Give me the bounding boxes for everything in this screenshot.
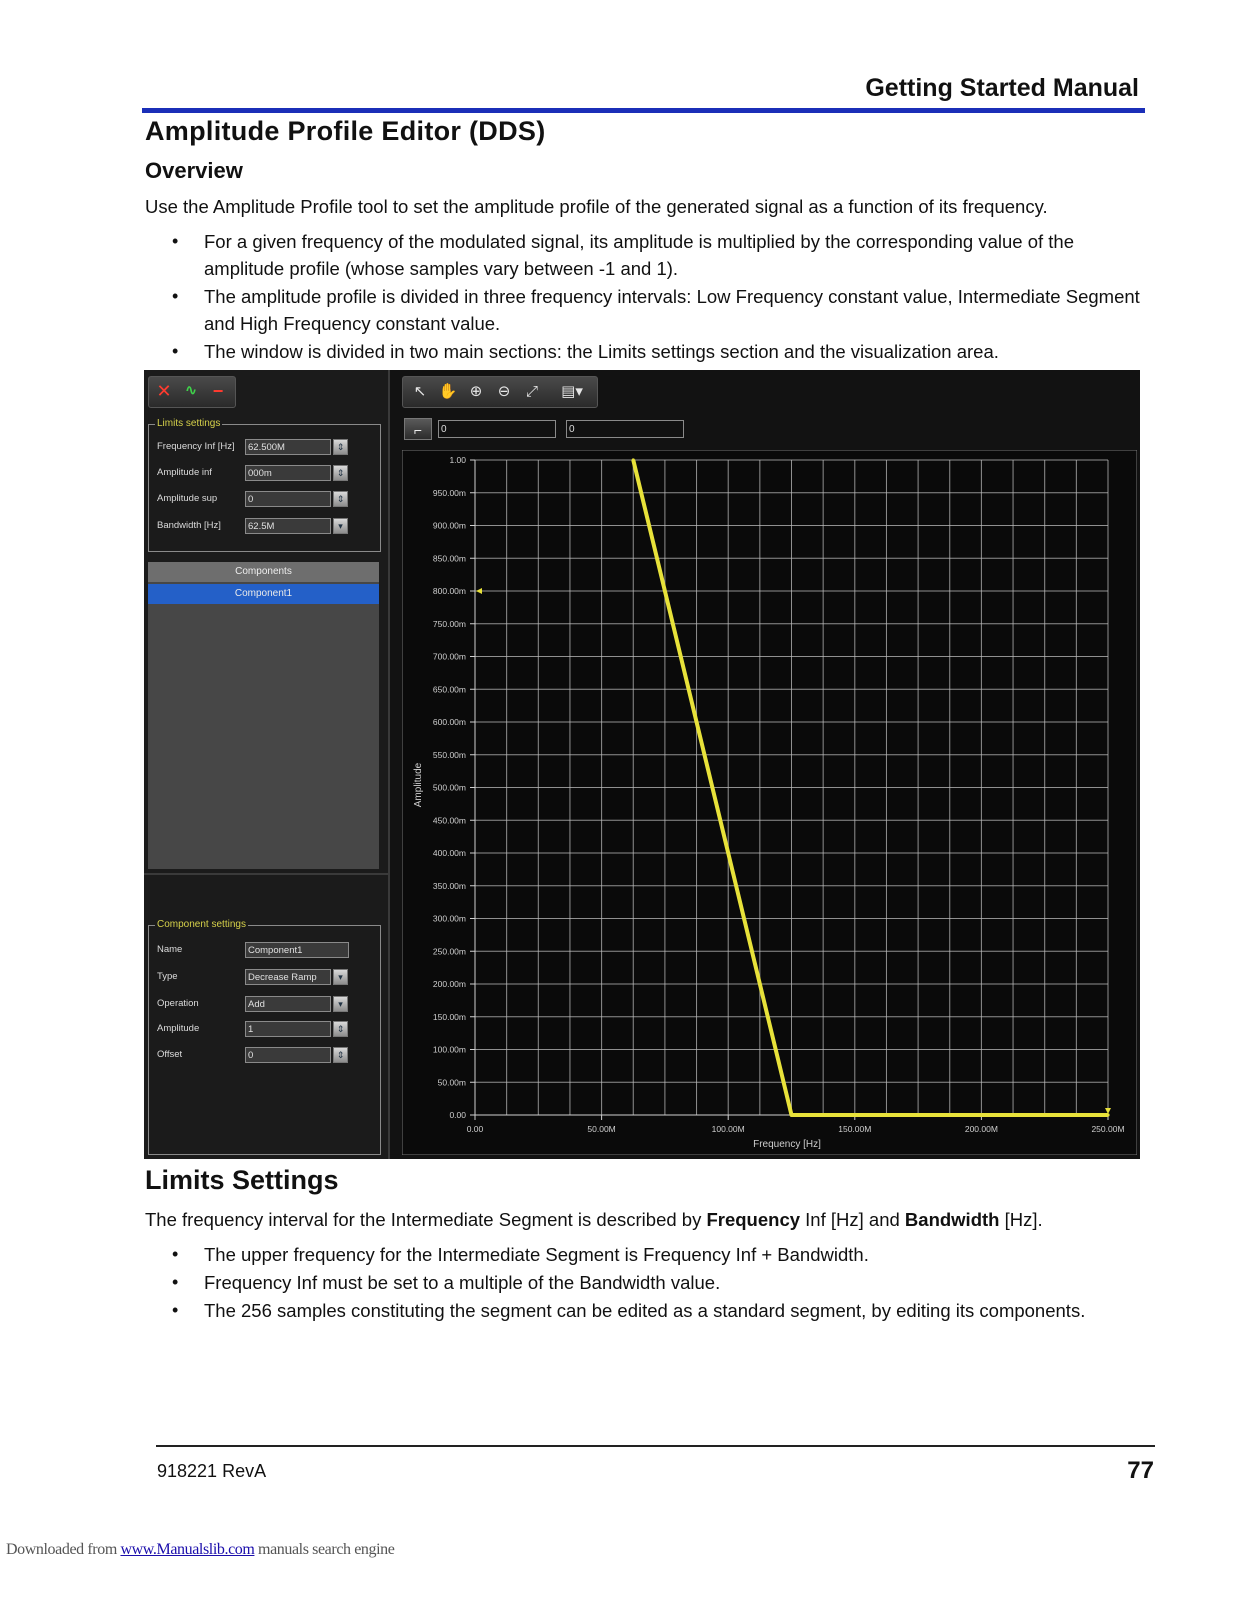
field-label: Frequency Inf [Hz] [157, 441, 235, 452]
spin-icon[interactable]: ⇕ [333, 439, 348, 455]
y-tick-label: 500.00m [432, 782, 466, 793]
data-point [790, 1113, 793, 1116]
y-tick-label: 650.00m [432, 684, 466, 695]
text-run-bold: Frequency [706, 1209, 801, 1230]
x-tick-label: 0.00 [466, 1124, 484, 1134]
y-tick-label: 550.00m [432, 749, 466, 760]
y-axis-label: Amplitude [413, 762, 424, 808]
overview-bullet: • For a given frequency of the modulated signal, its amplitude is multiplied by the corresponding value of the amplitude profile (whose samples vary between -1 and 1). [172, 228, 1147, 282]
overview-bullets [172, 228, 1147, 366]
y-tick-label: 150.00m [432, 1011, 466, 1022]
limits-bullet: • The 256 samples constituting the segment can be edited as a standard segment, by editing its components. [172, 1297, 1147, 1324]
spin-icon[interactable]: ⇕ [333, 1047, 348, 1063]
amplitude-input[interactable]: 1 [245, 1021, 331, 1037]
header-rule [142, 108, 1145, 113]
list-item-component[interactable]: Component1 [148, 584, 379, 604]
chart-options-icon[interactable]: ▤▾ [561, 383, 583, 400]
visualization-area [390, 370, 1140, 1159]
amplitude-inf-row [157, 465, 352, 483]
field-label: Name [157, 944, 183, 955]
component-settings-legend: Component settings [157, 919, 246, 930]
y-tick-label: 0.00 [449, 1110, 466, 1120]
offset-row [157, 1047, 352, 1065]
y-tick-label: 400.00m [432, 848, 466, 858]
text-run-bold: Bandwidth [904, 1209, 1000, 1230]
overview-heading: Overview [145, 158, 243, 183]
y-tick-label: 800.00m [432, 586, 466, 596]
manualslib-link[interactable]: www.Manualslib.com [120, 1541, 255, 1558]
field-label: Operation [157, 998, 199, 1009]
text-run: Inf [Hz] and [800, 1209, 905, 1230]
spin-icon[interactable]: ⇕ [333, 491, 348, 507]
cursor-mode-button[interactable]: ⌐ [404, 418, 432, 440]
add-wave-icon[interactable]: ∿ [184, 382, 198, 399]
overview-bullet: • The window is divided in two main sections: the Limits settings section and the visualization area. [172, 338, 1147, 365]
amplitude-sup-input[interactable]: 0 [245, 491, 331, 507]
y-tick-label: 350.00m [432, 880, 466, 891]
x-tick-label: 200.00M [964, 1124, 998, 1134]
limits-settings-heading: Limits Settings [145, 1165, 339, 1195]
field-label: Type [157, 971, 178, 982]
amplitude-profile-chart[interactable] [402, 450, 1137, 1155]
limits-panel [144, 370, 390, 1159]
chevron-down-icon[interactable]: ▾ [333, 518, 348, 534]
amplitude-sup-row [157, 491, 352, 509]
spin-icon[interactable]: ⇕ [333, 1021, 348, 1037]
text-run: The frequency interval for the Intermediate Segment is described by [145, 1209, 707, 1230]
bandwidth-select[interactable]: 62.5M [245, 518, 331, 534]
panel-divider [144, 873, 388, 875]
component-settings-group [148, 919, 381, 1155]
y-tick-label: 600.00m [432, 717, 466, 727]
footer-rule [156, 1445, 1155, 1447]
zoom-in-icon[interactable]: ⊕ [469, 383, 483, 400]
x-tick-label: 150.00M [838, 1124, 872, 1134]
cursor-y-input[interactable]: 0 [566, 420, 684, 438]
y-tick-label: 700.00m [432, 651, 466, 662]
download-prefix: Downloaded from [6, 1541, 121, 1558]
limits-bullet: • The upper frequency for the Intermediate Segment is Frequency Inf + Bandwidth. [172, 1241, 1147, 1268]
y-tick-label: 950.00m [432, 487, 466, 498]
page-number: 77 [1127, 1457, 1154, 1484]
bandwidth-row [157, 518, 352, 536]
frequency-inf-row [157, 439, 352, 457]
grid [475, 460, 1108, 1115]
text-run: [Hz]. [999, 1209, 1043, 1230]
header-title: Getting Started Manual [865, 74, 1139, 102]
y-tick-label: 750.00m [432, 618, 466, 629]
x-tick-label: 100.00M [711, 1124, 745, 1134]
chevron-down-icon[interactable]: ▾ [333, 969, 348, 985]
name-input[interactable]: Component1 [245, 942, 349, 958]
name-row [157, 942, 352, 960]
y-tick-label: 850.00m [432, 553, 466, 564]
zoom-fit-icon[interactable]: ⤢ [525, 383, 538, 400]
close-icon[interactable]: ✕ [156, 381, 172, 401]
overview-intro: Use the Amplitude Profile tool to set the amplitude profile of the generated signal as a function of its frequency. [145, 196, 1048, 217]
page-title: Amplitude Profile Editor (DDS) [145, 116, 546, 146]
amplitude-row [157, 1021, 352, 1039]
download-note [6, 1541, 394, 1559]
download-suffix: manuals search engine [254, 1541, 395, 1558]
x-axis-label: Frequency [Hz] [753, 1139, 821, 1150]
field-label: Bandwidth [Hz] [157, 520, 221, 531]
components-list [148, 562, 379, 869]
zoom-out-icon[interactable]: ⊖ [497, 383, 511, 400]
amplitude-inf-input[interactable]: 000m [245, 465, 331, 481]
field-label: Amplitude inf [157, 467, 212, 478]
pointer-icon[interactable]: ↖ [413, 383, 427, 400]
remove-icon[interactable]: − [212, 381, 224, 401]
spin-icon[interactable]: ⇕ [333, 465, 348, 481]
operation-row [157, 996, 352, 1014]
y-tick-label: 900.00m [432, 520, 466, 531]
components-header: Components [148, 562, 379, 582]
segment-toolbar [148, 376, 236, 408]
limits-bullets [172, 1241, 1147, 1325]
frequency-inf-input[interactable]: 62.500M [245, 439, 331, 455]
field-label: Offset [157, 1049, 183, 1060]
overview-bullet: • The amplitude profile is divided in three frequency intervals: Low Frequency constant value, Intermediate Segment and High Frequency constant value. [172, 283, 1147, 337]
limits-intro [145, 1206, 1145, 1233]
limits-settings-legend: Limits settings [157, 418, 221, 429]
y-tick-label: 1.00 [449, 455, 466, 465]
y-tick-label: 200.00m [432, 979, 466, 989]
type-select[interactable]: Decrease Ramp [245, 969, 331, 985]
field-label: Amplitude sup [157, 493, 218, 504]
plot-toolbar [402, 376, 598, 408]
limits-bullet: • Frequency Inf must be set to a multiple of the Bandwidth value. [172, 1269, 1147, 1296]
operation-select[interactable]: Add [245, 996, 331, 1012]
doc-id: 918221 RevA [157, 1461, 267, 1481]
y-tick-label: 100.00m [432, 1044, 466, 1055]
data-point [632, 458, 635, 461]
pan-icon[interactable]: ✋ [438, 383, 458, 400]
y-tick-label: 450.00m [432, 815, 466, 826]
limits-settings-group [148, 418, 381, 552]
x-tick-label: 50.00M [587, 1124, 616, 1134]
field-label: Amplitude [157, 1023, 200, 1034]
cursor-x-input[interactable]: 0 [438, 420, 556, 438]
offset-input[interactable]: 0 [245, 1047, 331, 1063]
chevron-down-icon[interactable]: ▾ [333, 996, 348, 1012]
y-tick-label: 50.00m [437, 1077, 466, 1088]
y-tick-label: 250.00m [432, 946, 466, 957]
x-tick-label: 250.00M [1091, 1124, 1125, 1134]
amplitude-profile-window [144, 370, 1140, 1159]
type-row [157, 969, 352, 987]
y-tick-label: 300.00m [432, 913, 466, 924]
